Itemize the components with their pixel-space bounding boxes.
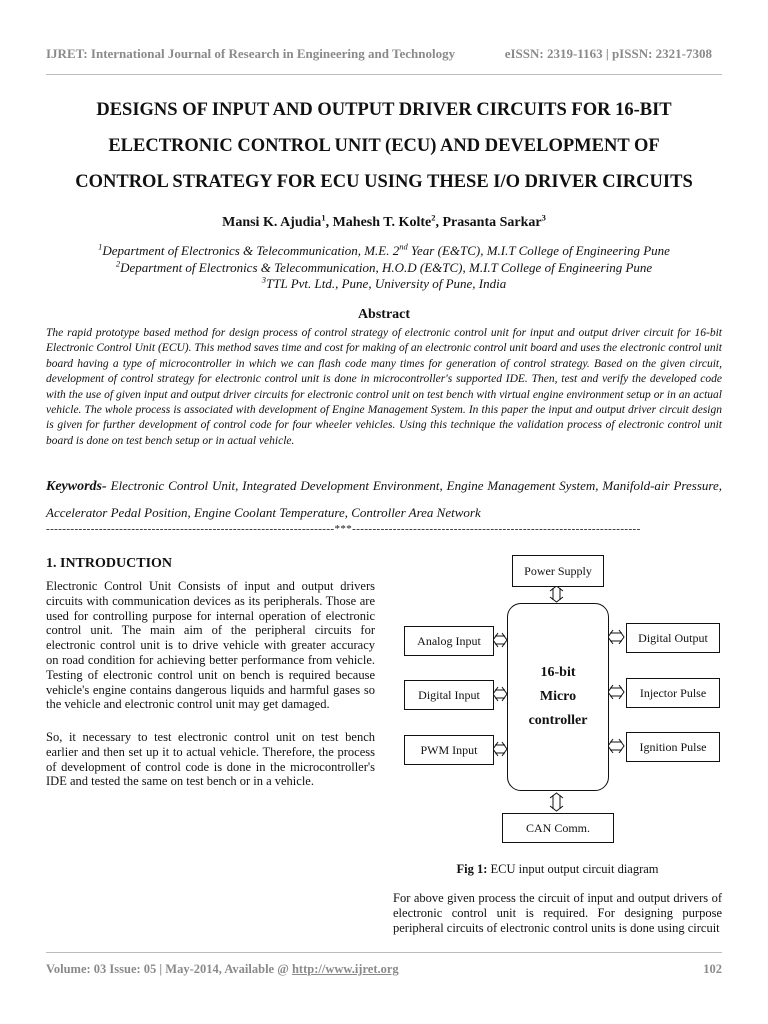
ignition-pulse-box: Ignition Pulse <box>626 732 720 762</box>
digital-output-box: Digital Output <box>626 623 720 653</box>
figure-caption <box>393 862 722 877</box>
affil-text: Year (E&TC), M.I.T College of Engineering Pune <box>407 243 670 258</box>
author-name: Mansi K. Ajudia <box>222 215 322 230</box>
author-sup: 3 <box>541 212 546 223</box>
journal-name: IJRET: International Journal of Research in Engineering and Technology <box>46 46 456 61</box>
affil-sup: nd <box>399 241 408 252</box>
analog-input-box: Analog Input <box>404 626 494 656</box>
affil-text: TTL Pvt. Ltd., Pune, University of Pune, India <box>266 276 507 291</box>
microcontroller-block <box>507 603 609 791</box>
affil-text: Department of Electronics & Telecommunication, H.O.D (E&TC), M.I.T College of Engineering Pune <box>120 259 653 275</box>
caption-label: Fig 1: <box>456 862 488 876</box>
analog-input-arrow <box>493 633 507 647</box>
digital-output-arrow <box>608 630 624 644</box>
abstract-body: The rapid prototype based method for design process of control strategy of electronic control unit for input and output driver circuit for 16-bit Electronic Control Unit (ECU). This method saves time and cost for making of an electronic control unit board and uses the electronic control unit board having a type of microcontroller in which we can flash code many times for generation of control strategy. Based on the given circuit, development of control strategy for electronic control unit is done in microcontroller's supported IDE. Then, test and verify the developed code with the use of given input and output driver circuits for electronic control unit on test bench with virtual engine environment setup or in an actual vehicle. The whole process is associated with development of Engine Management System. In this paper the input and output driver circuit design is given for further development of control code for four wheeler vehicles. Using this technique the validation process of electronic control unit board is done on test bench setup or in actual vehicle. <box>46 327 722 447</box>
affil-sup: 1 <box>98 241 103 252</box>
injector-pulse-box: Injector Pulse <box>626 678 720 708</box>
intro-paragraph-1: Electronic Control Unit Consists of input and output drivers circuits with communication devices as its peripherals. Those are used for controlling purpose for internal operation of electronic control unit. The main aim of the peripheral circuits for electronic control unit is to drive vehicle with greater accuracy on road condition for achieving better performance from vehicle. Testing of electronic control unit on bench is required because vehicle's engine contains dangerous liquids and harmful gases so the vehicle and electronic control unit may get damaged. <box>46 579 375 712</box>
author-name: Mahesh T. Kolte <box>332 215 432 230</box>
pwm-input-arrow <box>493 742 507 756</box>
footer-volume <box>46 962 399 977</box>
section-separator: -----------------------------------------------------------------------***----------------------------------------------------------------------- <box>46 523 641 535</box>
ignition-pulse-arrow <box>608 739 624 753</box>
footer-rule <box>46 952 722 953</box>
power-arrow <box>550 586 563 602</box>
intro-paragraph-2: So, it necessary to test electronic control unit on test bench earlier and then set up it to actual vehicle. Therefore, the process of development of control code is done in the microcontroller's IDE and tested the same on test bench or in a vehicle. <box>46 730 375 789</box>
digital-input-arrow <box>493 687 507 701</box>
mcu-label-line: 16-bit <box>540 665 576 680</box>
author-sup: 1 <box>321 212 326 223</box>
journal-link[interactable]: http://www.ijret.org <box>291 962 399 976</box>
author-list: Mansi K. Ajudia$^1$, Mahesh T. Kolte$^2$, Prasanta Sarkar$^3$ <box>222 212 546 230</box>
title-line-2: ELECTRONIC CONTROL UNIT (ECU) AND DEVELOPMENT OF <box>108 136 660 156</box>
power-supply-box: Power Supply <box>512 555 604 587</box>
keywords-label: Keywords- <box>46 479 107 494</box>
caption-text: ECU input output circuit diagram <box>487 862 659 876</box>
right-column-paragraph: For above given process the circuit of input and output drivers of electronic control unit is required. For designing purpose peripheral circuits of electronic control units is done using circuit <box>393 891 722 935</box>
keywords-text: Electronic Control Unit, Integrated Development Environment, Engine Management System, Manifold-air Pressure, Accelerator Pedal Position, Engine Coolant Temperature, Controller Area Network <box>46 478 722 520</box>
mcu-label-line: controller <box>528 713 588 728</box>
can-arrow <box>550 793 563 811</box>
digital-input-box: Digital Input <box>404 680 494 710</box>
author-sup: 2 <box>431 212 436 223</box>
author-name: Prasanta Sarkar <box>442 215 542 230</box>
can-comm-box: CAN Comm. <box>502 813 614 843</box>
affil-sup: 2 <box>115 258 121 269</box>
page-number: 102 <box>703 962 722 976</box>
title-line-3: CONTROL STRATEGY FOR ECU USING THESE I/O DRIVER CIRCUITS <box>75 172 693 192</box>
pwm-input-box: PWM Input <box>404 735 494 765</box>
mcu-label-line: Micro <box>539 689 577 704</box>
injector-pulse-arrow <box>608 685 624 699</box>
footer-volume-text: Volume: 03 Issue: 05 | May-2014, Available @ <box>46 962 292 976</box>
issn-info: eISSN: 2319-1163 | pISSN: 2321-7308 <box>504 46 712 61</box>
section-heading: 1. INTRODUCTION <box>46 556 173 571</box>
abstract-heading: Abstract <box>357 307 411 322</box>
affil-text: Department of Electronics & Telecommunication, M.E. 2 <box>102 243 400 258</box>
title-line-1: DESIGNS OF INPUT AND OUTPUT DRIVER CIRCUITS FOR 16-BIT <box>96 100 672 120</box>
affil-sup: 3 <box>261 274 266 285</box>
